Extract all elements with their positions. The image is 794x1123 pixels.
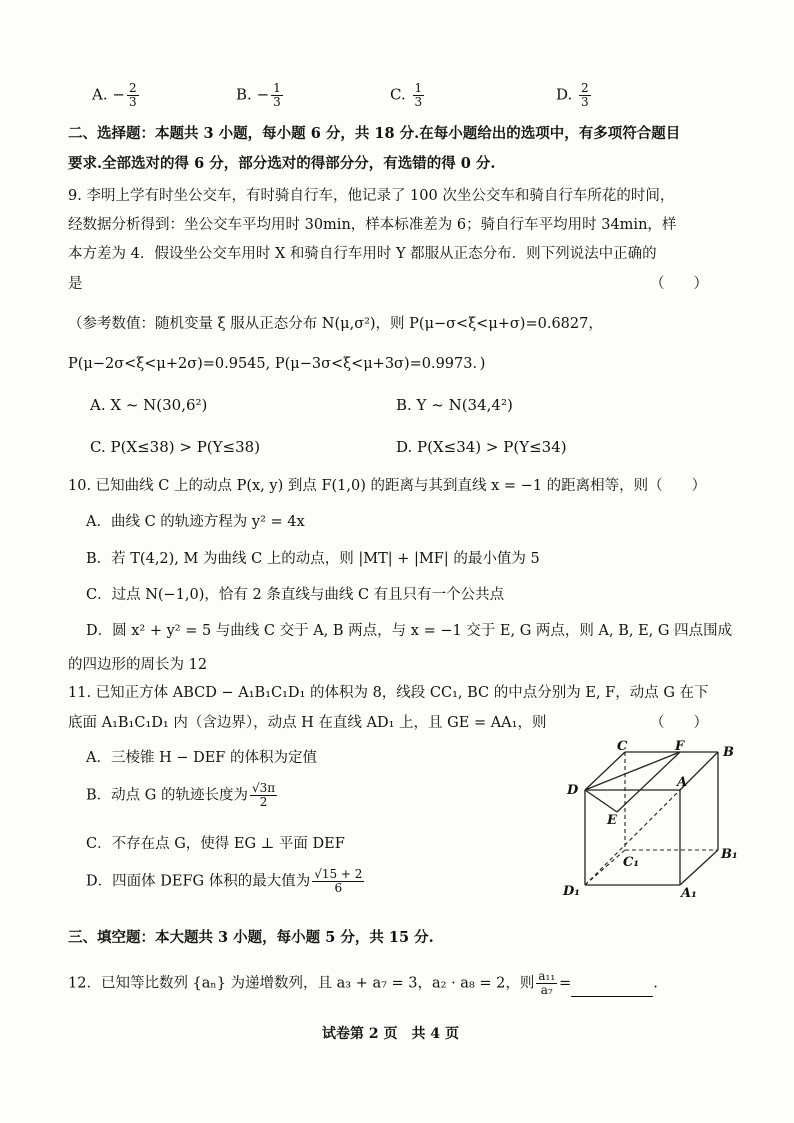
q10-option-d-line1: D．圆 x² + y² = 5 与曲线 C 交于 A, B 两点，与 x = −1 交于 E, G 两点，则 A, B, E, G 四点围成 (86, 623, 733, 639)
q9-option-d: D. P(X≤34) > P(Y≤34) (396, 438, 567, 456)
q10-option-c: C．过点 N(−1,0)，恰有 2 条直线与曲线 C 有且只有一个公共点 (86, 587, 505, 603)
q8-option-b (236, 82, 285, 109)
q10-option-b: B．若 T(4,2), M 为曲线 C 上的动点，则 |MT| + |MF| 的最小值为 5 (86, 551, 540, 567)
q9-option-b: B. Y ~ N(34,4²) (396, 396, 513, 414)
q11-stem-line1: 11. 已知正方体 ABCD − A₁B₁C₁D₁ 的体积为 8，线段 CC₁, BC 的中点分别为 E, F，动点 G 在下 (68, 685, 709, 701)
label-A1: A₁ (681, 886, 697, 900)
q11-option-a: A．三棱锥 H − DEF 的体积为定值 (86, 750, 317, 766)
label-B1: B₁ (721, 847, 738, 862)
edge-D1A (585, 790, 680, 885)
q12-text: 12．已知等比数列 {aₙ} 为递增数列，且 a₃ + a₇ = 3，a₂ · a₈ = 2，则 (68, 975, 535, 992)
label-D1: D₁ (563, 884, 580, 899)
fraction-numerator: 1 (414, 81, 423, 95)
q11-stem-line2: 底面 A₁B₁C₁D₁ 内（含边界），动点 H 在直线 AD₁ 上，且 GE = AA₁，则 (68, 715, 547, 731)
label-C1: C₁ (623, 855, 640, 870)
q11-option-b (86, 782, 279, 809)
q11-option-b-fraction (250, 782, 277, 809)
edge-DC (585, 752, 625, 790)
edge-EF (617, 752, 680, 812)
q11-option-d-fraction (312, 868, 364, 895)
q8-option-a (92, 82, 141, 109)
q12-answer-blank[interactable] (571, 982, 653, 997)
q8-option-c (390, 82, 426, 109)
page-footer: 试卷第 2 页 共 4 页 (322, 1026, 459, 1042)
fraction-denominator: a₇ (540, 983, 553, 997)
section2-heading-line1: 二、选择题：本题共 3 小题，每小题 6 分，共 18 分.在每小题给出的选项中，有多项符合题目 (68, 125, 681, 142)
fraction-denominator: 2 (259, 795, 268, 809)
fraction-numerator: √3π (251, 781, 276, 795)
q9-stem-line2: 经数据分析得到：坐公交车平均用时 30min，样本标准差为 6；骑自行车平均用时 34min，样 (68, 217, 677, 233)
q12-fraction (536, 970, 557, 997)
q10-option-a: A．曲线 C 的轨迹方程为 y² = 4x (86, 514, 305, 530)
label-A: A (677, 775, 688, 790)
section2-heading-line2: 要求.全部选对的得 6 分，部分选对的得部分分，有选错的得 0 分. (68, 155, 496, 172)
fraction-numerator: a₁₁ (538, 969, 556, 983)
option-fraction (413, 82, 425, 109)
q9-stem-line1: 9. 李明上学有时坐公交车，有时骑自行车，他记录了 100 次坐公交车和骑自行车所花的时间， (68, 188, 675, 204)
fraction-numerator: 2 (581, 81, 589, 95)
edge-DF (585, 752, 680, 790)
label-B: B (723, 745, 734, 760)
option-letter: D. (556, 85, 573, 104)
q9-option-a: A. X ~ N(30,6²) (90, 396, 208, 414)
q9-stem-line3: 本方差为 4．假设坐公交车用时 X 和骑自行车用时 Y 都服从正态分布．则下列说法中正确的 (68, 246, 657, 262)
label-C: C (617, 740, 628, 754)
q10-stem: 10. 已知曲线 C 上的动点 P(x, y) 到点 F(1,0) 的距离与其到直线 x = −1 的距离相等，则（ ） (68, 478, 707, 494)
fraction-denominator: 6 (334, 881, 343, 895)
q9-option-c: C. P(X≤38) > P(Y≤38) (90, 438, 261, 456)
option-letter: A. (92, 85, 108, 104)
option-sign: − (256, 85, 270, 104)
label-F: F (675, 740, 685, 754)
edge-A1B1 (680, 850, 718, 885)
edge-DE (585, 790, 617, 812)
fraction-denominator: 3 (128, 95, 137, 109)
fraction-numerator: 2 (128, 81, 137, 95)
option-letter: B. (236, 85, 252, 104)
q12-stem (68, 970, 658, 997)
cube-figure (555, 740, 745, 900)
q11-option-c: C．不存在点 G，使得 EG ⊥ 平面 DEF (86, 836, 345, 852)
option-letter: C. (390, 85, 406, 104)
fraction-denominator: 3 (414, 95, 423, 109)
q11-option-b-text: B．动点 G 的轨迹长度为 (86, 787, 248, 804)
q11-option-d (86, 868, 366, 895)
q9-answer-paren: （ ） (650, 276, 708, 292)
label-D: D (567, 783, 579, 798)
option-fraction (127, 82, 139, 109)
option-fraction (271, 82, 283, 109)
option-sign: − (112, 85, 125, 104)
q8-option-d (556, 82, 593, 109)
q9-reference-line1: （参考数值：随机变量 ξ 服从正态分布 N(μ,σ²)，则 P(μ−σ<ξ<μ+σ)=0.6827， (68, 316, 603, 332)
q11-option-d-text: D．四面体 DEFG 体积的最大值为 (86, 873, 311, 890)
q9-stem-line4: 是 (68, 276, 83, 292)
q11-answer-paren: （ ） (650, 715, 708, 731)
fraction-denominator: 3 (273, 95, 281, 109)
q9-reference-line2: P(μ−2σ<ξ<μ+2σ)=0.9545, P(μ−3σ<ξ<μ+3σ)=0.9973．) (68, 356, 486, 372)
fraction-denominator: 3 (581, 95, 589, 109)
fraction-numerator: √15 + 2 (314, 867, 363, 881)
section3-heading: 三、填空题：本大题共 3 小题，每小题 5 分，共 15 分. (68, 929, 434, 946)
q12-equals: = (559, 975, 572, 992)
q10-option-d-line2: 的四边形的周长为 12 (68, 657, 208, 673)
q12-period: . (653, 975, 658, 992)
option-fraction (579, 82, 591, 109)
label-E: E (607, 813, 617, 828)
fraction-numerator: 1 (273, 81, 281, 95)
